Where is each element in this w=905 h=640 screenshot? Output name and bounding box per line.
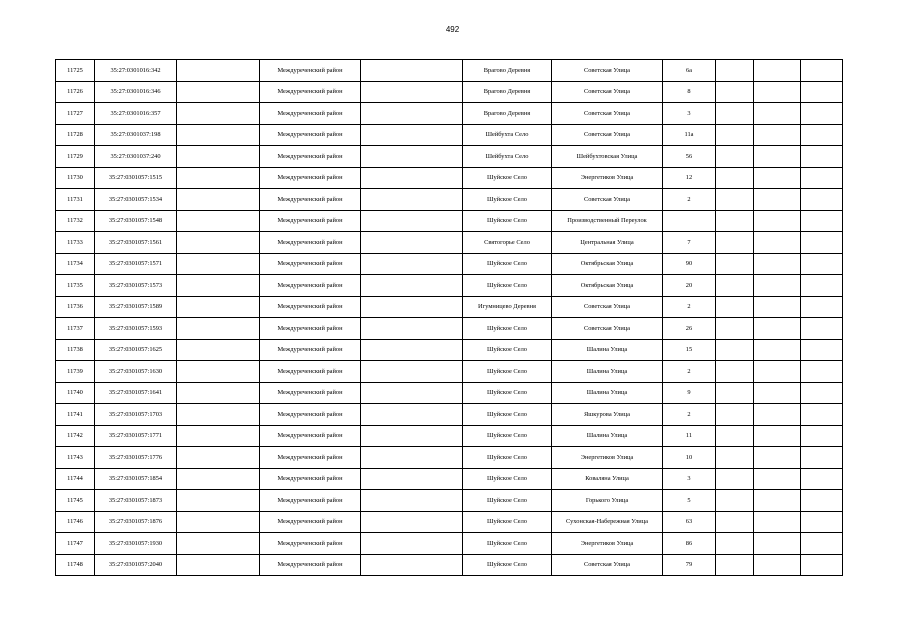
empty-cell	[177, 554, 260, 576]
empty-cell	[754, 189, 801, 211]
settlement-cell: Шейбухта Село	[463, 124, 552, 146]
empty-cell	[361, 318, 463, 340]
cadastral-number-cell: 35:27:0301057:1515	[95, 167, 177, 189]
district-cell: Междуреченский район	[260, 124, 361, 146]
empty-cell	[801, 253, 843, 275]
cadastral-number-cell: 35:27:0301057:1625	[95, 339, 177, 361]
street-cell: Энергетиков Улица	[552, 447, 663, 469]
empty-cell	[716, 425, 754, 447]
house-number-cell: 7	[663, 232, 716, 254]
empty-cell	[801, 232, 843, 254]
district-cell: Междуреченский район	[260, 447, 361, 469]
house-number-cell: 2	[663, 296, 716, 318]
empty-cell	[754, 490, 801, 512]
house-number-cell: 90	[663, 253, 716, 275]
empty-cell	[361, 339, 463, 361]
empty-cell	[716, 253, 754, 275]
district-cell: Междуреченский район	[260, 232, 361, 254]
page-number: 492	[445, 25, 460, 34]
street-cell: Советская Улица	[552, 189, 663, 211]
settlement-cell: Шуйское Село	[463, 275, 552, 297]
empty-cell	[361, 210, 463, 232]
street-cell: Шейбухтовская Улица	[552, 146, 663, 168]
street-cell: Шалина Улица	[552, 382, 663, 404]
row-number-cell: 11738	[56, 339, 95, 361]
empty-cell	[754, 296, 801, 318]
empty-cell	[361, 81, 463, 103]
table-row	[56, 189, 843, 211]
settlement-cell: Врагово Деревня	[463, 103, 552, 125]
empty-cell	[754, 468, 801, 490]
empty-cell	[361, 554, 463, 576]
empty-cell	[177, 296, 260, 318]
row-number-cell: 11734	[56, 253, 95, 275]
empty-cell	[361, 511, 463, 533]
district-cell: Междуреченский район	[260, 533, 361, 555]
table-row	[56, 404, 843, 426]
empty-cell	[177, 511, 260, 533]
street-cell: Советская Улица	[552, 554, 663, 576]
empty-cell	[801, 60, 843, 82]
cadastral-number-cell: 35:27:0301057:1571	[95, 253, 177, 275]
empty-cell	[716, 361, 754, 383]
table-row	[56, 124, 843, 146]
cadastral-number-cell: 35:27:0301016:357	[95, 103, 177, 125]
street-cell: Советская Улица	[552, 296, 663, 318]
house-number-cell	[663, 210, 716, 232]
row-number-cell: 11747	[56, 533, 95, 555]
table-row	[56, 339, 843, 361]
settlement-cell: Шуйское Село	[463, 189, 552, 211]
empty-cell	[801, 189, 843, 211]
table-row	[56, 210, 843, 232]
empty-cell	[177, 210, 260, 232]
settlement-cell: Шуйское Село	[463, 339, 552, 361]
district-cell: Междуреченский район	[260, 490, 361, 512]
house-number-cell: 26	[663, 318, 716, 340]
empty-cell	[754, 210, 801, 232]
empty-cell	[801, 124, 843, 146]
empty-cell	[754, 533, 801, 555]
district-cell: Междуреченский район	[260, 167, 361, 189]
house-number-cell: 2	[663, 189, 716, 211]
empty-cell	[801, 554, 843, 576]
table-row	[56, 275, 843, 297]
empty-cell	[361, 103, 463, 125]
empty-cell	[361, 468, 463, 490]
cadastral-number-cell: 35:27:0301057:1703	[95, 404, 177, 426]
house-number-cell: 2	[663, 361, 716, 383]
empty-cell	[361, 382, 463, 404]
empty-cell	[716, 124, 754, 146]
settlement-cell: Шуйское Село	[463, 554, 552, 576]
table-row	[56, 425, 843, 447]
settlement-cell: Шуйское Село	[463, 447, 552, 469]
street-cell: Советская Улица	[552, 103, 663, 125]
empty-cell	[177, 533, 260, 555]
empty-cell	[361, 425, 463, 447]
row-number-cell: 11741	[56, 404, 95, 426]
cadastral-number-cell: 35:27:0301057:2040	[95, 554, 177, 576]
street-cell: Яшкуровa Улица	[552, 404, 663, 426]
empty-cell	[754, 425, 801, 447]
empty-cell	[801, 296, 843, 318]
empty-cell	[716, 382, 754, 404]
empty-cell	[716, 60, 754, 82]
empty-cell	[754, 81, 801, 103]
cadastral-number-cell: 35:27:0301057:1854	[95, 468, 177, 490]
district-cell: Междуреченский район	[260, 339, 361, 361]
district-cell: Междуреченский район	[260, 210, 361, 232]
row-number-cell: 11728	[56, 124, 95, 146]
district-cell: Междуреченский район	[260, 296, 361, 318]
empty-cell	[361, 167, 463, 189]
empty-cell	[716, 210, 754, 232]
empty-cell	[177, 382, 260, 404]
settlement-cell: Шуйское Село	[463, 210, 552, 232]
cadastral-number-cell: 35:27:0301057:1561	[95, 232, 177, 254]
house-number-cell: 79	[663, 554, 716, 576]
house-number-cell: 9	[663, 382, 716, 404]
cadastral-number-cell: 35:27:0301037:240	[95, 146, 177, 168]
settlement-cell: Шуйское Село	[463, 253, 552, 275]
district-cell: Междуреченский район	[260, 382, 361, 404]
district-cell: Междуреченский район	[260, 361, 361, 383]
empty-cell	[801, 490, 843, 512]
street-cell: Шалина Улица	[552, 339, 663, 361]
settlement-cell: Шуйское Село	[463, 468, 552, 490]
settlement-cell: Шуйское Село	[463, 490, 552, 512]
row-number-cell: 11733	[56, 232, 95, 254]
empty-cell	[716, 146, 754, 168]
table-row	[56, 146, 843, 168]
empty-cell	[361, 146, 463, 168]
row-number-cell: 11735	[56, 275, 95, 297]
table-row	[56, 253, 843, 275]
street-cell: Производственный Переулок	[552, 210, 663, 232]
empty-cell	[754, 253, 801, 275]
empty-cell	[801, 533, 843, 555]
empty-cell	[177, 447, 260, 469]
table-row	[56, 468, 843, 490]
house-number-cell: 3	[663, 103, 716, 125]
cadastral-number-cell: 35:27:0301057:1534	[95, 189, 177, 211]
settlement-cell: Шуйское Село	[463, 533, 552, 555]
settlement-cell: Шейбухта Село	[463, 146, 552, 168]
street-cell: Советская Улица	[552, 318, 663, 340]
empty-cell	[177, 167, 260, 189]
row-number-cell: 11727	[56, 103, 95, 125]
row-number-cell: 11740	[56, 382, 95, 404]
row-number-cell: 11729	[56, 146, 95, 168]
table-row	[56, 382, 843, 404]
street-cell: Шалина Улица	[552, 361, 663, 383]
settlement-cell: Шуйское Село	[463, 167, 552, 189]
empty-cell	[754, 146, 801, 168]
cadastral-number-cell: 35:27:0301057:1548	[95, 210, 177, 232]
empty-cell	[716, 533, 754, 555]
cadastral-number-cell: 35:27:0301057:1771	[95, 425, 177, 447]
street-cell: Октябрьская Улица	[552, 275, 663, 297]
district-cell: Междуреченский район	[260, 275, 361, 297]
cadastral-number-cell: 35:27:0301057:1930	[95, 533, 177, 555]
settlement-cell: Шуйское Село	[463, 382, 552, 404]
empty-cell	[716, 447, 754, 469]
row-number-cell: 11745	[56, 490, 95, 512]
table-row	[56, 232, 843, 254]
empty-cell	[177, 103, 260, 125]
empty-cell	[716, 296, 754, 318]
empty-cell	[801, 404, 843, 426]
street-cell: Советская Улица	[552, 60, 663, 82]
table-row	[56, 554, 843, 576]
empty-cell	[801, 275, 843, 297]
settlement-cell: Шуйское Село	[463, 361, 552, 383]
empty-cell	[716, 189, 754, 211]
street-cell: Октябрьская Улица	[552, 253, 663, 275]
cadastral-number-cell: 35:27:0301057:1876	[95, 511, 177, 533]
table-row	[56, 318, 843, 340]
district-cell: Междуреченский район	[260, 554, 361, 576]
empty-cell	[177, 404, 260, 426]
row-number-cell: 11726	[56, 81, 95, 103]
row-number-cell: 11732	[56, 210, 95, 232]
cadastral-number-cell: 35:27:0301057:1593	[95, 318, 177, 340]
empty-cell	[177, 490, 260, 512]
empty-cell	[801, 382, 843, 404]
empty-cell	[716, 339, 754, 361]
row-number-cell: 11743	[56, 447, 95, 469]
empty-cell	[716, 275, 754, 297]
street-cell: Шалина Улица	[552, 425, 663, 447]
empty-cell	[177, 60, 260, 82]
empty-cell	[177, 189, 260, 211]
empty-cell	[716, 232, 754, 254]
empty-cell	[754, 124, 801, 146]
empty-cell	[801, 81, 843, 103]
empty-cell	[801, 425, 843, 447]
cadastral-number-cell: 35:27:0301057:1589	[95, 296, 177, 318]
house-number-cell: 63	[663, 511, 716, 533]
settlement-cell: Игумницево Деревня	[463, 296, 552, 318]
cadastral-number-cell: 35:27:0301057:1873	[95, 490, 177, 512]
empty-cell	[716, 81, 754, 103]
street-cell: Энергетиков Улица	[552, 533, 663, 555]
empty-cell	[361, 232, 463, 254]
district-cell: Междуреченский район	[260, 425, 361, 447]
table-row	[56, 511, 843, 533]
row-number-cell: 11748	[56, 554, 95, 576]
empty-cell	[716, 103, 754, 125]
settlement-cell: Врагово Деревня	[463, 60, 552, 82]
row-number-cell: 11739	[56, 361, 95, 383]
empty-cell	[754, 103, 801, 125]
table-row	[56, 60, 843, 82]
district-cell: Междуреченский район	[260, 189, 361, 211]
empty-cell	[177, 275, 260, 297]
cadastral-number-cell: 35:27:0301037:198	[95, 124, 177, 146]
empty-cell	[177, 339, 260, 361]
empty-cell	[361, 533, 463, 555]
house-number-cell: 5	[663, 490, 716, 512]
house-number-cell: 11	[663, 425, 716, 447]
empty-cell	[177, 318, 260, 340]
cadastral-number-cell: 35:27:0301057:1573	[95, 275, 177, 297]
district-cell: Междуреченский район	[260, 103, 361, 125]
cadastral-number-cell: 35:27:0301057:1630	[95, 361, 177, 383]
empty-cell	[177, 232, 260, 254]
row-number-cell: 11731	[56, 189, 95, 211]
row-number-cell: 11746	[56, 511, 95, 533]
house-number-cell: 20	[663, 275, 716, 297]
cadastral-number-cell: 35:27:0301057:1776	[95, 447, 177, 469]
district-cell: Междуреченский район	[260, 404, 361, 426]
table-row	[56, 167, 843, 189]
table-row	[56, 81, 843, 103]
row-number-cell: 11744	[56, 468, 95, 490]
empty-cell	[716, 468, 754, 490]
empty-cell	[361, 189, 463, 211]
district-cell: Междуреченский район	[260, 146, 361, 168]
settlement-cell: Врагово Деревня	[463, 81, 552, 103]
district-cell: Междуреченский район	[260, 318, 361, 340]
empty-cell	[801, 447, 843, 469]
empty-cell	[361, 404, 463, 426]
street-cell: Центральная Улица	[552, 232, 663, 254]
empty-cell	[801, 339, 843, 361]
empty-cell	[801, 146, 843, 168]
street-cell: Сухонская-Набережная Улица	[552, 511, 663, 533]
street-cell: Горького Улица	[552, 490, 663, 512]
table-row	[56, 103, 843, 125]
district-cell: Междуреченский район	[260, 81, 361, 103]
empty-cell	[801, 511, 843, 533]
empty-cell	[361, 253, 463, 275]
row-number-cell: 11736	[56, 296, 95, 318]
empty-cell	[716, 318, 754, 340]
empty-cell	[754, 167, 801, 189]
street-cell: Советская Улица	[552, 124, 663, 146]
street-cell: Энергетиков Улица	[552, 167, 663, 189]
empty-cell	[754, 361, 801, 383]
empty-cell	[801, 468, 843, 490]
empty-cell	[177, 124, 260, 146]
empty-cell	[361, 447, 463, 469]
empty-cell	[801, 210, 843, 232]
empty-cell	[177, 361, 260, 383]
table-row	[56, 296, 843, 318]
empty-cell	[754, 232, 801, 254]
empty-cell	[716, 490, 754, 512]
registry-body	[56, 60, 843, 576]
empty-cell	[801, 318, 843, 340]
district-cell: Междуреченский район	[260, 511, 361, 533]
empty-cell	[754, 447, 801, 469]
empty-cell	[801, 167, 843, 189]
row-number-cell: 11725	[56, 60, 95, 82]
empty-cell	[361, 124, 463, 146]
house-number-cell: 3	[663, 468, 716, 490]
house-number-cell: 86	[663, 533, 716, 555]
house-number-cell: 6а	[663, 60, 716, 82]
empty-cell	[754, 404, 801, 426]
table-row	[56, 361, 843, 383]
empty-cell	[754, 511, 801, 533]
empty-cell	[801, 103, 843, 125]
cadastral-number-cell: 35:27:0301057:1641	[95, 382, 177, 404]
registry-table	[55, 59, 843, 576]
house-number-cell: 12	[663, 167, 716, 189]
empty-cell	[716, 167, 754, 189]
empty-cell	[754, 275, 801, 297]
empty-cell	[177, 81, 260, 103]
settlement-cell: Шуйское Село	[463, 511, 552, 533]
house-number-cell: 11а	[663, 124, 716, 146]
empty-cell	[177, 146, 260, 168]
empty-cell	[361, 60, 463, 82]
settlement-cell: Святогорье Село	[463, 232, 552, 254]
district-cell: Междуреченский район	[260, 253, 361, 275]
empty-cell	[754, 554, 801, 576]
settlement-cell: Шуйское Село	[463, 425, 552, 447]
row-number-cell: 11730	[56, 167, 95, 189]
district-cell: Междуреченский район	[260, 60, 361, 82]
row-number-cell: 11737	[56, 318, 95, 340]
empty-cell	[177, 253, 260, 275]
street-cell: Советская Улица	[552, 81, 663, 103]
empty-cell	[361, 490, 463, 512]
street-cell: Коваляна Улица	[552, 468, 663, 490]
cadastral-number-cell: 35:27:0301016:346	[95, 81, 177, 103]
table-row	[56, 490, 843, 512]
house-number-cell: 8	[663, 81, 716, 103]
empty-cell	[177, 468, 260, 490]
empty-cell	[716, 511, 754, 533]
settlement-cell: Шуйское Село	[463, 318, 552, 340]
cadastral-number-cell: 35:27:0301016:342	[95, 60, 177, 82]
empty-cell	[177, 425, 260, 447]
house-number-cell: 10	[663, 447, 716, 469]
district-cell: Междуреченский район	[260, 468, 361, 490]
empty-cell	[361, 361, 463, 383]
table-row	[56, 533, 843, 555]
table-row	[56, 447, 843, 469]
empty-cell	[716, 554, 754, 576]
empty-cell	[716, 404, 754, 426]
empty-cell	[361, 275, 463, 297]
settlement-cell: Шуйское Село	[463, 404, 552, 426]
empty-cell	[754, 60, 801, 82]
empty-cell	[801, 361, 843, 383]
house-number-cell: 15	[663, 339, 716, 361]
empty-cell	[754, 318, 801, 340]
empty-cell	[754, 339, 801, 361]
house-number-cell: 56	[663, 146, 716, 168]
house-number-cell: 2	[663, 404, 716, 426]
empty-cell	[361, 296, 463, 318]
row-number-cell: 11742	[56, 425, 95, 447]
empty-cell	[754, 382, 801, 404]
